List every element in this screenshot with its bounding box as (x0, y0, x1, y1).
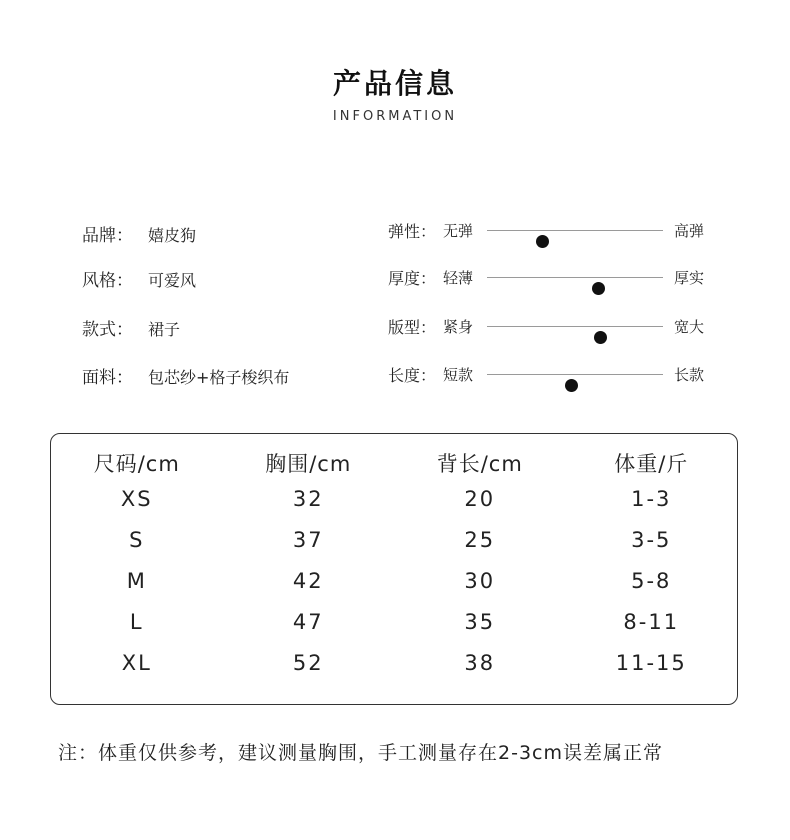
info-value: 嬉皮狗 (148, 226, 197, 245)
attribute-high-label: 高弹 (674, 222, 705, 240)
info-brand (82, 221, 197, 246)
attribute-indicator (565, 379, 578, 392)
attribute-track (487, 374, 663, 375)
attribute-label: 长度： (388, 366, 437, 385)
table-row (51, 642, 737, 683)
table-cell: 38 (464, 650, 496, 675)
attribute-label: 弹性： (388, 222, 437, 241)
attribute-indicator (536, 235, 549, 248)
info-value: 可爱风 (148, 271, 197, 290)
table-cell: 52 (292, 650, 324, 675)
attribute-scale-fit (388, 315, 718, 339)
column-header-weight: 体重/斤 (614, 452, 689, 476)
table-cell: 35 (464, 609, 496, 634)
table-cell: L (129, 609, 144, 634)
table-cell: 3-5 (631, 527, 672, 552)
table-cell: 47 (292, 609, 324, 634)
table-row (51, 519, 737, 560)
table-cell: 20 (464, 486, 496, 511)
table-cell: M (126, 568, 147, 593)
info-value: 裙子 (148, 320, 181, 339)
info-key: 款式： (82, 320, 133, 340)
page-subtitle: INFORMATION (332, 109, 458, 124)
info-key: 风格： (82, 271, 133, 291)
size-table (50, 433, 738, 705)
info-value: 包芯纱+格子梭织布 (148, 368, 290, 387)
table-cell: 5-8 (631, 568, 672, 593)
attribute-label: 版型： (388, 318, 437, 337)
attribute-scale-length (388, 363, 718, 387)
table-cell: 30 (464, 568, 496, 593)
table-cell: 32 (292, 486, 324, 511)
table-cell: S (129, 527, 145, 552)
attribute-scale-elasticity (388, 219, 718, 243)
table-cell: 1-3 (631, 486, 672, 511)
table-row (51, 478, 737, 519)
attribute-label: 厚度： (388, 269, 437, 288)
attribute-indicator (594, 331, 607, 344)
table-cell: 42 (292, 568, 324, 593)
attribute-track (487, 230, 663, 231)
info-key: 面料： (82, 368, 133, 388)
measurement-note: 注：体重仅供参考，建议测量胸围，手工测量存在2-3cm误差属正常 (58, 742, 663, 764)
column-header-chest: 胸围/cm (265, 452, 352, 476)
table-cell: XS (120, 486, 153, 511)
table-row (51, 601, 737, 642)
attribute-low-label: 紧身 (443, 318, 474, 336)
table-row (51, 560, 737, 601)
table-header-row (51, 434, 737, 478)
column-header-size: 尺码/cm (93, 452, 180, 476)
table-cell: 11-15 (615, 650, 687, 675)
info-style (82, 266, 197, 291)
size-table-grid (51, 434, 737, 683)
attribute-high-label: 厚实 (674, 269, 705, 287)
info-key: 品牌： (82, 226, 133, 246)
column-header-back-length: 背长/cm (436, 452, 523, 476)
info-fabric (82, 363, 290, 388)
attribute-low-label: 短款 (443, 366, 474, 384)
table-cell: XL (121, 650, 152, 675)
attribute-track (487, 277, 663, 278)
attribute-track (487, 326, 663, 327)
attribute-high-label: 宽大 (674, 318, 705, 336)
page-title: 产品信息 (332, 67, 457, 100)
table-cell: 8-11 (623, 609, 680, 634)
attribute-indicator (592, 282, 605, 295)
attribute-scale-thickness (388, 266, 718, 290)
table-cell: 25 (464, 527, 496, 552)
attribute-low-label: 无弹 (443, 222, 474, 240)
info-type (82, 315, 181, 340)
attribute-low-label: 轻薄 (443, 269, 474, 287)
table-cell: 37 (292, 527, 324, 552)
attribute-high-label: 长款 (674, 366, 705, 384)
